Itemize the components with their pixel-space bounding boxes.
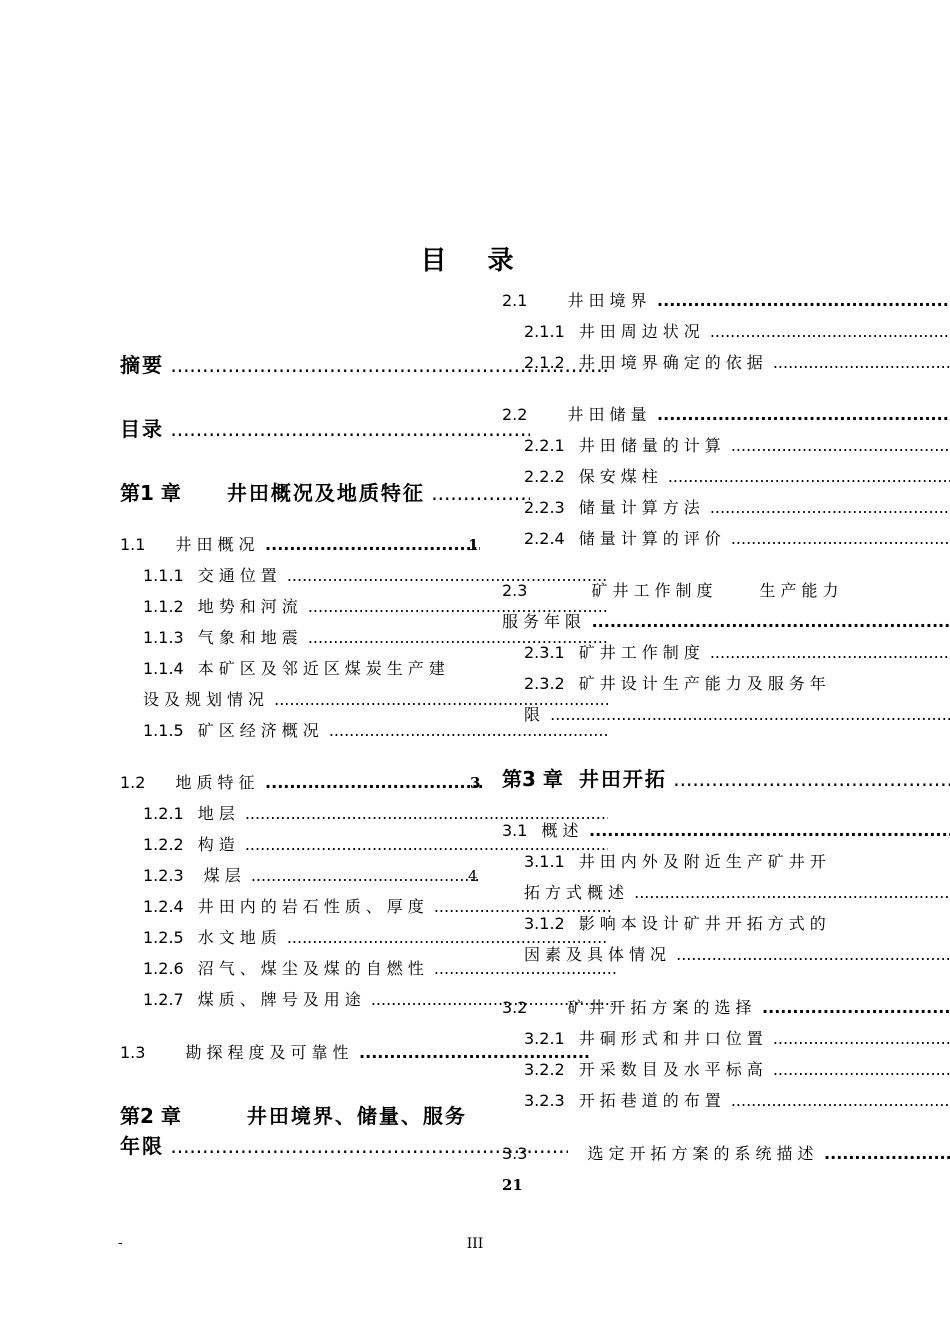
toc-entry-number: 3.2.3 (524, 1091, 565, 1110)
toc-entry-1-1-4[interactable] (143, 656, 483, 682)
toc-entry-1-2-3[interactable] (143, 863, 480, 889)
toc-entry-title: 摘要 ..... (120, 353, 610, 377)
toc-entry-title: 限 ..... (524, 705, 950, 724)
toc-entry-number: 1.2 (120, 773, 146, 792)
toc-entry-number: 第2 章 (120, 1104, 181, 1128)
toc-entry-title: 交通位置 ..... (198, 566, 608, 585)
toc-entry-number: 2.2 (502, 405, 528, 424)
toc-entry-2-2-3[interactable] (524, 495, 950, 521)
toc-entry-title: 选定开拓方案的系统描述 ..... (587, 1144, 950, 1163)
toc-entry-title: 地质特征 ..... (175, 773, 482, 792)
toc-entry-number: 2.2.4 (524, 529, 565, 548)
toc-entry-3-1-2[interactable] (524, 911, 950, 937)
toc-entry-2-2-4[interactable] (524, 526, 950, 552)
toc-entry-title: 矿井开拓方案的选择 ..... (567, 998, 950, 1017)
toc-entry-2-2[interactable] (502, 402, 950, 428)
toc-entry-2-2-1[interactable] (524, 433, 950, 459)
toc-entry-title: 井田概况 ..... (175, 535, 480, 554)
toc-entry-number: 2.3.2 (524, 674, 565, 693)
toc-entry-title: 井田内的岩石性质、厚度 ..... (198, 897, 613, 916)
toc-entry-number: 1.3 (120, 1043, 146, 1062)
toc-entry-title: 年限 ..... (120, 1134, 568, 1158)
toc-entry-cont-20[interactable] (120, 1133, 568, 1159)
toc-entry-number: 3.1.2 (524, 914, 565, 933)
toc-entry-title: 井田境界确定的依据 ..... (579, 353, 950, 372)
toc-entry-2-1-2[interactable] (524, 350, 950, 376)
toc-entry-title: 井田开拓 ..... (579, 767, 950, 791)
toc-entry-number: 1.2.4 (143, 897, 184, 916)
toc-entry-title: 矿井设计生产能力及服务年 (578, 674, 831, 693)
toc-entry-2-3-1[interactable] (524, 640, 950, 666)
toc-entry-title: 影响本设计矿井开拓方式的 (578, 914, 831, 933)
toc-entry-title: 概述 ..... (541, 821, 950, 840)
toc-entry-number: 1.2.3 (143, 866, 184, 885)
page-title: 目 录 (420, 246, 530, 276)
toc-entry-number: 1.2.6 (143, 959, 184, 978)
toc-page-number: 3 (470, 774, 481, 792)
toc-entry-title: 井田境界、储量、服务 (246, 1104, 467, 1128)
toc-entry-title: 矿区经济概况 ..... (198, 721, 608, 740)
toc-entry-1[interactable] (120, 480, 530, 506)
toc-entry-number: 1.2.7 (143, 990, 184, 1009)
toc-entry-number: 3.3 (502, 1144, 528, 1163)
toc-entry-title: 勘探程度及可靠性 ..... (185, 1043, 590, 1062)
toc-entry-number: 3.2 (502, 998, 528, 1017)
page-number-footer: III (466, 1236, 484, 1252)
toc-entry-3-1[interactable] (502, 818, 950, 844)
toc-entry-number: 3.2.2 (524, 1060, 565, 1079)
toc-entry-number: 1.1.5 (143, 721, 184, 740)
toc-entry-number: 1.2.5 (143, 928, 184, 947)
toc-page-number: 1 (468, 536, 479, 554)
toc-entry-title: 开采数目及水平标高 ..... (579, 1060, 950, 1079)
toc-entry-title: 井硐形式和井口位置 ..... (579, 1029, 950, 1048)
toc-entry-number: 1.1.3 (143, 628, 184, 647)
toc-entry-cont-1[interactable] (120, 416, 530, 442)
toc-entry-number: 2.2.1 (524, 436, 565, 455)
toc-entry-title: 拓方式概述 ..... (524, 883, 950, 902)
toc-entry-number: 3.1.1 (524, 852, 565, 871)
toc-entry-1-2[interactable] (120, 770, 482, 796)
toc-entry-number: 1.1 (120, 535, 146, 554)
toc-entry-title: 矿井工作制度 ..... (579, 643, 950, 662)
toc-entry-number: 2.1.1 (524, 322, 565, 341)
toc-entry-title: 沼气、煤尘及煤的自燃性 ..... (198, 959, 618, 978)
toc-entry-number: 1.1.1 (143, 566, 184, 585)
toc-entry-number: 1.2.2 (143, 835, 184, 854)
toc-entry-2-3-2[interactable] (524, 671, 950, 697)
toc-entry-2-2-2[interactable] (524, 464, 950, 490)
toc-entry-title: 水文地质 ..... (198, 928, 608, 947)
toc-entry-title: 井田概况及地质特征 ..... (227, 481, 530, 505)
toc-entry-title: 保安煤柱 ..... (579, 467, 950, 486)
toc-entry-number: 2.2.3 (524, 498, 565, 517)
toc-entry-title: 设及规划情况 ..... (143, 690, 608, 709)
toc-entry-cont-9[interactable] (502, 609, 950, 635)
toc-entry-number: 1.1.4 (143, 659, 184, 678)
toc-entry-title: 井田储量的计算 ..... (579, 436, 950, 455)
toc-entry-3-2[interactable] (502, 995, 950, 1021)
toc-entry-cont-16[interactable] (524, 880, 950, 906)
toc-entry-title: 地势和河流 ..... (198, 597, 608, 616)
toc-entry-number: 1.2.1 (143, 804, 184, 823)
toc-page-number: 4 (468, 867, 478, 885)
toc-entry-title: 构造 ..... (198, 835, 608, 854)
toc-entry-3-3[interactable] (502, 1141, 950, 1167)
toc-entry-number: 第3 章 (502, 767, 563, 791)
toc-entry-title: 井田储量 ..... (567, 405, 950, 424)
toc-entry-title: 储量计算方法 ..... (579, 498, 950, 517)
toc-entry-3-1-1[interactable] (524, 849, 950, 875)
toc-entry-title: 服务年限 ..... (502, 612, 950, 631)
toc-entry-title: 煤质、牌号及用途 ..... (198, 990, 613, 1009)
toc-entry-title: 井田周边状况 ..... (579, 322, 950, 341)
toc-entry-3[interactable] (502, 766, 950, 792)
toc-entry-number: 1.1.2 (143, 597, 184, 616)
toc-page-number: 21 (502, 1176, 523, 1194)
toc-entry-title: 本矿区及邻近区煤炭生产建 (197, 659, 450, 678)
toc-entry-2-1-1[interactable] (524, 319, 950, 345)
footer-mark: - (118, 1236, 123, 1251)
toc-entry-number: 2.3.1 (524, 643, 565, 662)
toc-entry-title: 井田内外及附近生产矿井开 (578, 852, 831, 871)
toc-entry-title: 矿井工作制度 生产能力 (591, 581, 844, 600)
toc-entry-3-2-1[interactable] (524, 1026, 950, 1052)
toc-entry-2-1[interactable] (502, 288, 950, 314)
toc-entry-1-1[interactable] (120, 532, 480, 558)
toc-entry-number: 第1 章 (120, 481, 181, 505)
toc-entry-title: 气象和地震 ..... (198, 628, 608, 647)
toc-entry-title: 因素及具体情况 ..... (524, 945, 950, 964)
toc-entry-2-3[interactable] (502, 578, 950, 604)
toc-entry-cont-12[interactable] (524, 702, 950, 728)
toc-entry-title: 储量计算的评价 ..... (579, 529, 950, 548)
toc-entry-number: 3.1 (502, 821, 528, 840)
toc-entry-number: 2.1.2 (524, 353, 565, 372)
toc-entry-title: 目录 ..... (120, 417, 530, 441)
toc-entry-2[interactable] (120, 1103, 540, 1129)
toc-entry-3-2-3[interactable] (524, 1088, 950, 1114)
toc-entry-cont-18[interactable] (524, 942, 950, 968)
toc-entry-title: 井田境界 ..... (567, 291, 950, 310)
toc-entry-number: 2.1 (502, 291, 528, 310)
toc-entry-title: 开拓巷道的布置 ..... (579, 1091, 950, 1110)
toc-entry-title: 地层 ..... (198, 804, 608, 823)
toc-entry-number: 3.2.1 (524, 1029, 565, 1048)
toc-entry-number: 2.2.2 (524, 467, 565, 486)
toc-entry-1-3[interactable] (120, 1040, 590, 1066)
toc-entry-3-2-2[interactable] (524, 1057, 950, 1083)
toc-entry-title: 煤层 ..... (204, 866, 480, 885)
toc-entry-number: 2.3 (502, 581, 528, 600)
